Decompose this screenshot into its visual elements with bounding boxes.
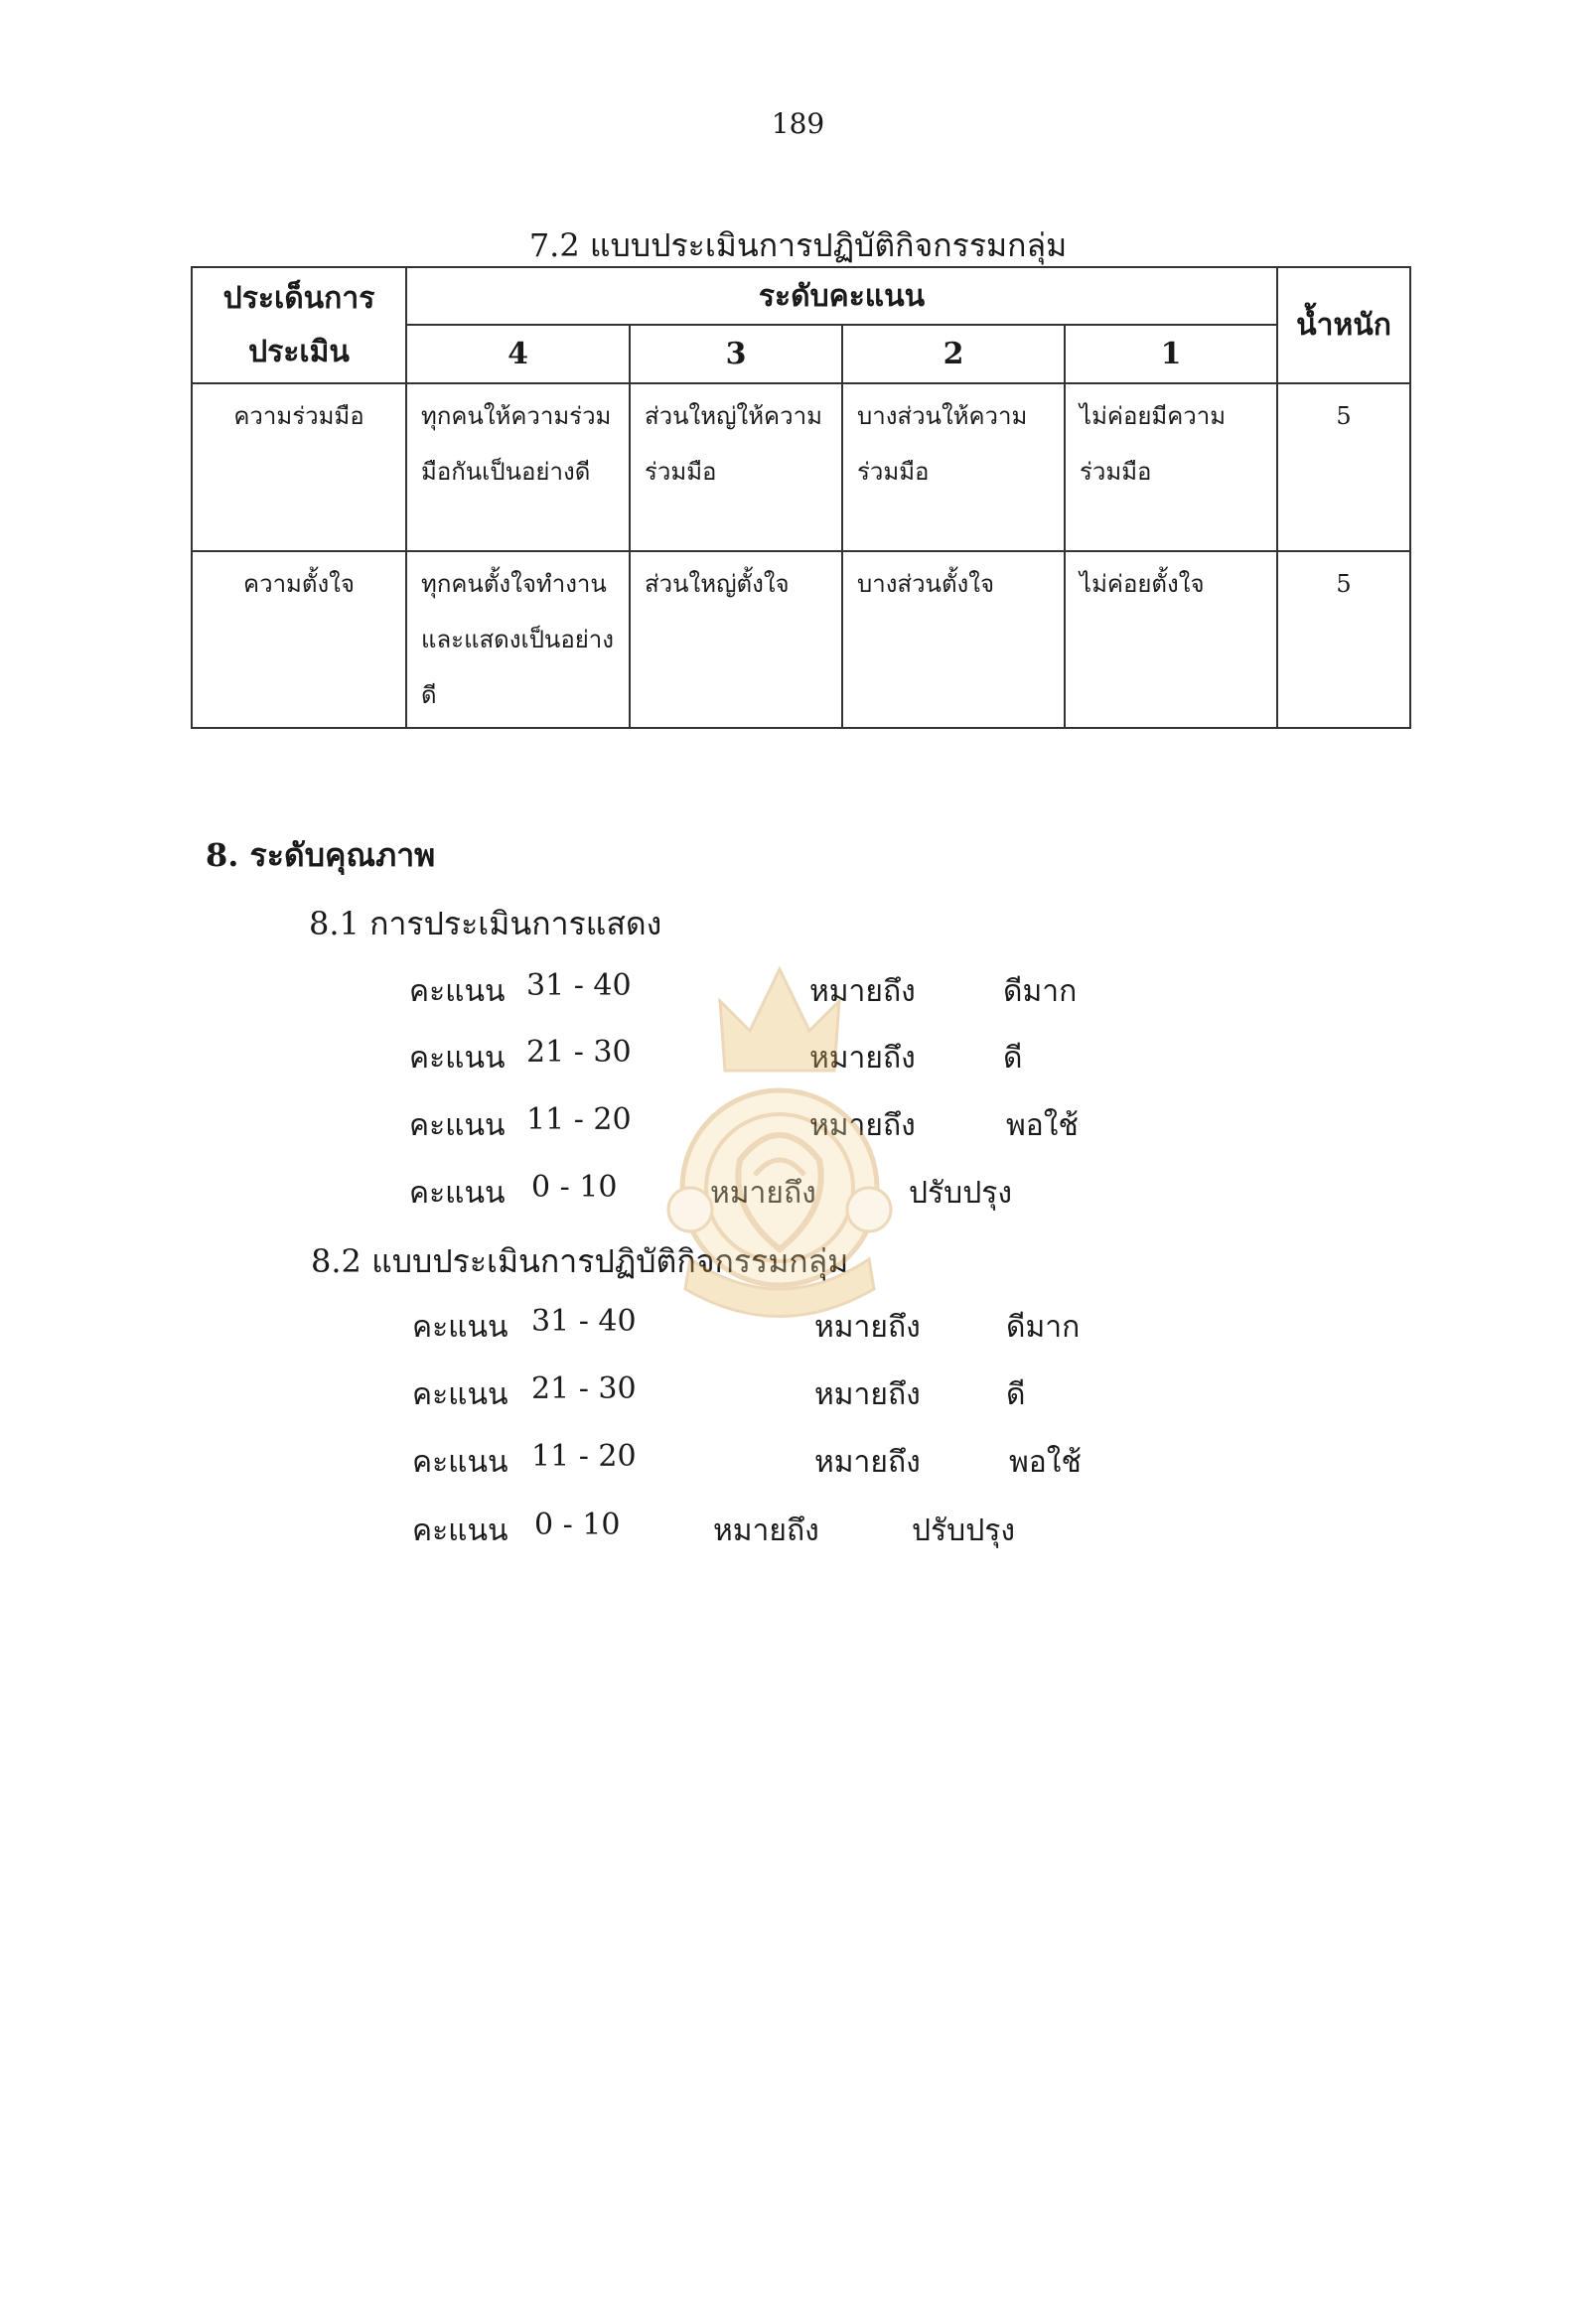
quality-level: ดี: [1006, 1377, 1026, 1412]
table-caption: 7.2 แบบประเมินการปฏิบัติกิจกรรมกลุ่ม: [528, 226, 1068, 264]
quality-level: ดีมาก: [1006, 1310, 1081, 1345]
weight-cell: 5: [1277, 383, 1410, 551]
meaning-text: หมายถึง: [809, 1108, 916, 1143]
score-label: คะแนน: [412, 1310, 508, 1345]
header-levels: ระดับคะแนน: [406, 267, 1277, 325]
quality-level: ปรับปรุง: [909, 1176, 1013, 1211]
score-range: 0 - 10: [534, 1508, 621, 1542]
quality-level: พอใช้: [1006, 1108, 1079, 1143]
score-range: 31 - 40: [526, 968, 632, 1003]
meaning-text: หมายถึง: [713, 1513, 819, 1548]
score-range: 11 - 20: [526, 1102, 632, 1137]
score-label: คะแนน: [409, 1176, 506, 1211]
table-row: [192, 383, 1410, 551]
quality-heading: 8. ระดับคุณภาพ: [206, 836, 436, 874]
score-label: คะแนน: [412, 1445, 508, 1480]
header-issue: ประเด็นการประเมิน: [192, 267, 406, 383]
level-4-cell: ทุกคนให้ความร่วมมือกันเป็นอย่างดี: [406, 383, 630, 551]
criterion-cell: ความร่วมมือ: [192, 383, 406, 551]
header-weight: น้ำหนัก: [1277, 267, 1410, 383]
score-label: คะแนน: [409, 1041, 506, 1076]
assessment-table: [191, 266, 1411, 729]
score-range: 31 - 40: [531, 1304, 637, 1339]
score-label: คะแนน: [412, 1513, 508, 1548]
level-2-cell: บางส่วนตั้งใจ: [842, 551, 1065, 728]
score-range: 21 - 30: [531, 1371, 637, 1406]
level-4-cell: ทุกคนตั้งใจทำงานและแสดงเป็นอย่างดี: [406, 551, 630, 728]
quality-level: ปรับปรุง: [912, 1513, 1016, 1548]
meaning-text: หมายถึง: [814, 1377, 921, 1412]
header-level-2: 2: [842, 325, 1065, 383]
ministry-emblem-icon: [660, 961, 899, 1349]
score-range: 21 - 30: [526, 1035, 632, 1070]
meaning-text: หมายถึง: [710, 1176, 816, 1211]
section-title: 8.1 การประเมินการแสดง: [309, 905, 662, 942]
quality-level: ดีมาก: [1003, 974, 1078, 1009]
level-2-cell: บางส่วนให้ความร่วมมือ: [842, 383, 1065, 551]
meaning-text: หมายถึง: [809, 1041, 916, 1076]
section-title: 8.2 แบบประเมินการปฏิบัติกิจกรรมกลุ่ม: [311, 1242, 849, 1280]
meaning-text: หมายถึง: [814, 1445, 921, 1480]
quality-level: พอใช้: [1009, 1445, 1082, 1480]
score-range: 11 - 20: [531, 1439, 637, 1474]
table-row: [192, 551, 1410, 728]
level-3-cell: ส่วนใหญ่ให้ความร่วมมือ: [630, 383, 842, 551]
header-level-1: 1: [1065, 325, 1277, 383]
score-range: 0 - 10: [531, 1170, 618, 1205]
score-label: คะแนน: [409, 974, 506, 1009]
header-level-4: 4: [406, 325, 630, 383]
level-1-cell: ไม่ค่อยตั้งใจ: [1065, 551, 1277, 728]
score-label: คะแนน: [412, 1377, 508, 1412]
quality-level: ดี: [1003, 1041, 1023, 1076]
header-level-3: 3: [630, 325, 842, 383]
level-1-cell: ไม่ค่อยมีความร่วมมือ: [1065, 383, 1277, 551]
meaning-text: หมายถึง: [809, 974, 916, 1009]
criterion-cell: ความตั้งใจ: [192, 551, 406, 728]
level-3-cell: ส่วนใหญ่ตั้งใจ: [630, 551, 842, 728]
page-number: 189: [771, 107, 825, 140]
score-label: คะแนน: [409, 1108, 506, 1143]
weight-cell: 5: [1277, 551, 1410, 728]
meaning-text: หมายถึง: [814, 1310, 921, 1345]
